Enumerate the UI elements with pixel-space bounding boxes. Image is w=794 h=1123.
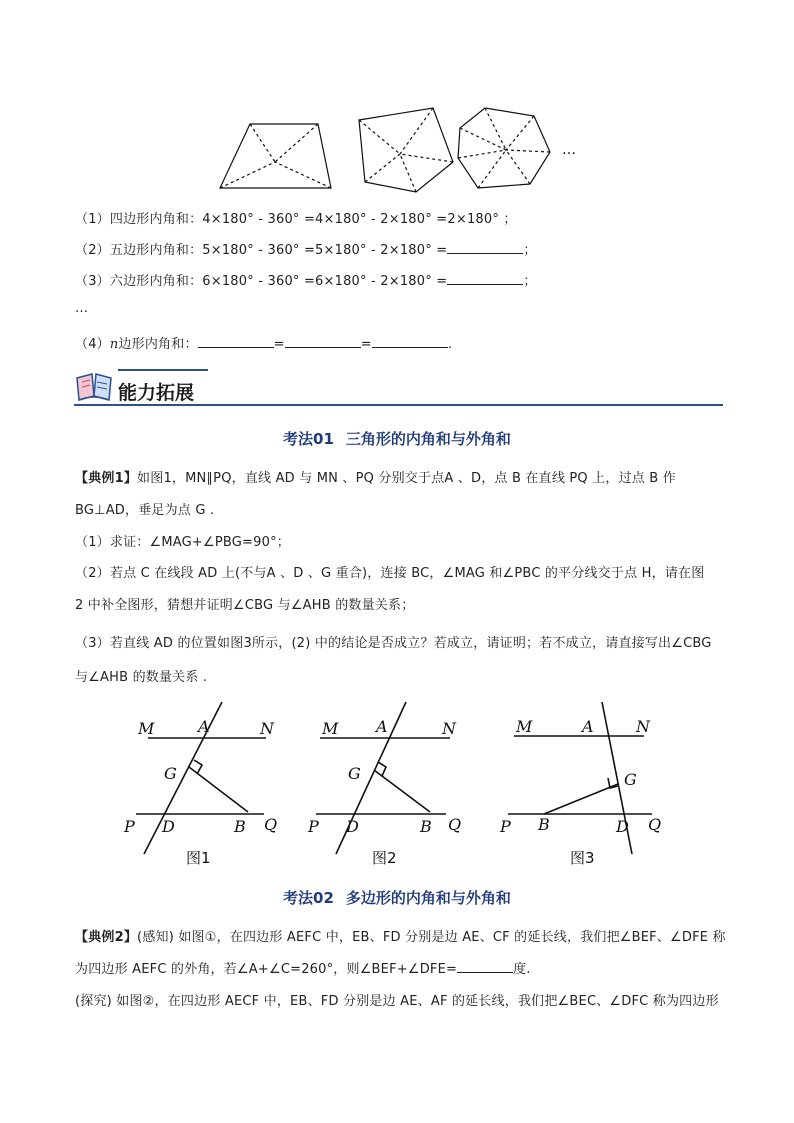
example1-line1-text: 如图1，MN∥PQ，直线 AD 与 MN 、PQ 分别交于点A 、D，点 B 在直线 PQ 上，过点 B 作	[137, 471, 676, 486]
label-Q: Q	[448, 815, 462, 834]
example2-line1	[75, 926, 726, 945]
item-q4-eq2: =	[360, 337, 372, 352]
caption-figure-2: 图2	[372, 849, 397, 867]
label-P: P	[308, 817, 319, 836]
pentagon-shape	[359, 108, 453, 192]
label-G: G	[348, 764, 361, 783]
method2-label: 考法02	[283, 889, 334, 907]
example1-part1: （1）求证：∠MAG+∠PBG=90°；	[75, 535, 290, 550]
example2-tag: 【典例2】	[75, 930, 138, 945]
method1-heading	[0, 428, 794, 449]
answer-blank-example2[interactable]	[457, 960, 513, 973]
label-M: M	[322, 719, 339, 738]
item-q4-n: n	[109, 337, 119, 352]
example1-part3b: 与∠AHB 的数量关系 .	[75, 670, 208, 685]
example1-part2b: 2 中补全图形，猜想并证明∠CBG 与∠AHB 的数量关系；	[75, 598, 415, 613]
section-title: 能力拓展	[118, 382, 195, 404]
answer-blank-q3[interactable]	[447, 272, 523, 285]
item-q3-text: （3）六边形内角和：6×180° - 360° =6×180° - 2×180° =	[75, 274, 448, 289]
item-q4-end: .	[447, 337, 453, 352]
example1-line2: BG⊥AD，垂足为点 G .	[75, 503, 215, 518]
item-q4-text: 边形内角和：	[118, 337, 198, 352]
item-q4-eq1: =	[273, 337, 285, 352]
section-rule	[74, 404, 723, 406]
label-A: A	[582, 717, 594, 736]
example1-tag: 【典例1】	[75, 471, 138, 486]
label-A: A	[376, 717, 388, 736]
example1-part2a: （2）若点 C 在线段 AD 上(不与A 、D 、G 重合)，连接 BC，∠MAG 和∠PBC 的平分线交于点 H，请在图	[75, 566, 705, 581]
item-q2-text: （2）五边形内角和：5×180° - 360° =5×180° - 2×180° =	[75, 243, 448, 258]
example2-line2-text: 为四边形 AEFC 的外角，若∠A+∠C=260°，则∠BEF+∠DFE=	[75, 962, 458, 977]
item-q4-pre: （4）	[75, 337, 110, 352]
label-M: M	[516, 717, 533, 736]
example2-line1-text: (感知) 如图①，在四边形 AEFC 中，EB、FD 分别是边 AE、CF 的延长线，我们把∠BEF、∠DFE 称	[137, 930, 726, 945]
method1-title: 三角形的内角和与外角和	[345, 430, 511, 448]
label-G: G	[164, 764, 177, 783]
example1-part3a: （3）若直线 AD 的位置如图3所示，(2) 中的结论是否成立？若成立，请证明；若不成立，请直接写出∠CBG	[75, 636, 712, 651]
label-N: N	[260, 719, 274, 738]
caption-figure-3: 图3	[570, 849, 595, 867]
answer-blank-q4c[interactable]	[372, 335, 448, 348]
label-D: D	[346, 817, 359, 836]
label-Q: Q	[264, 815, 278, 834]
polygon-diagrams	[210, 100, 590, 200]
label-P: P	[124, 817, 135, 836]
method1-label: 考法01	[283, 430, 334, 448]
item-q4	[75, 333, 452, 352]
label-B: B	[420, 817, 432, 836]
label-D: D	[162, 817, 175, 836]
example2-line3: (探究) 如图②，在四边形 AECF 中，EB、FD 分别是边 AE、AF 的延长线，我们把∠BEC、∠DFC 称为四边形	[75, 994, 719, 1009]
figure-3	[492, 700, 677, 870]
example2-line2-end: 度.	[513, 962, 531, 977]
item-q3	[75, 270, 537, 289]
label-P: P	[500, 817, 511, 836]
item-q1: （1）四边形内角和：4×180° - 360° =4×180° - 2×180° =2×180° ；	[75, 212, 517, 227]
book-icon	[74, 368, 114, 402]
example2-line2	[75, 958, 531, 977]
answer-blank-q4a[interactable]	[198, 335, 274, 348]
label-Q: Q	[648, 815, 662, 834]
label-N: N	[636, 717, 650, 736]
label-A: A	[198, 717, 210, 736]
label-D: D	[616, 817, 629, 836]
item-dots: …	[75, 301, 89, 316]
section-rule-top	[118, 369, 208, 371]
label-B: B	[234, 817, 246, 836]
method2-title: 多边形的内角和与外角和	[345, 889, 511, 907]
answer-blank-q4b[interactable]	[285, 335, 361, 348]
label-N: N	[442, 719, 456, 738]
method2-heading	[0, 887, 794, 908]
item-q2-end: ；	[523, 243, 537, 258]
label-M: M	[138, 719, 155, 738]
polygons-ellipsis: …	[562, 142, 576, 158]
example1-line1	[75, 467, 676, 486]
caption-figure-1: 图1	[186, 849, 211, 867]
label-B: B	[538, 815, 550, 834]
item-q2	[75, 239, 537, 258]
quadrilateral-shape	[220, 124, 331, 188]
answer-blank-q2[interactable]	[447, 241, 523, 254]
hexagon-shape	[458, 108, 550, 188]
figure-2	[300, 700, 480, 870]
label-G: G	[624, 770, 637, 789]
item-q3-end: ；	[523, 274, 537, 289]
figure-1	[118, 700, 298, 870]
